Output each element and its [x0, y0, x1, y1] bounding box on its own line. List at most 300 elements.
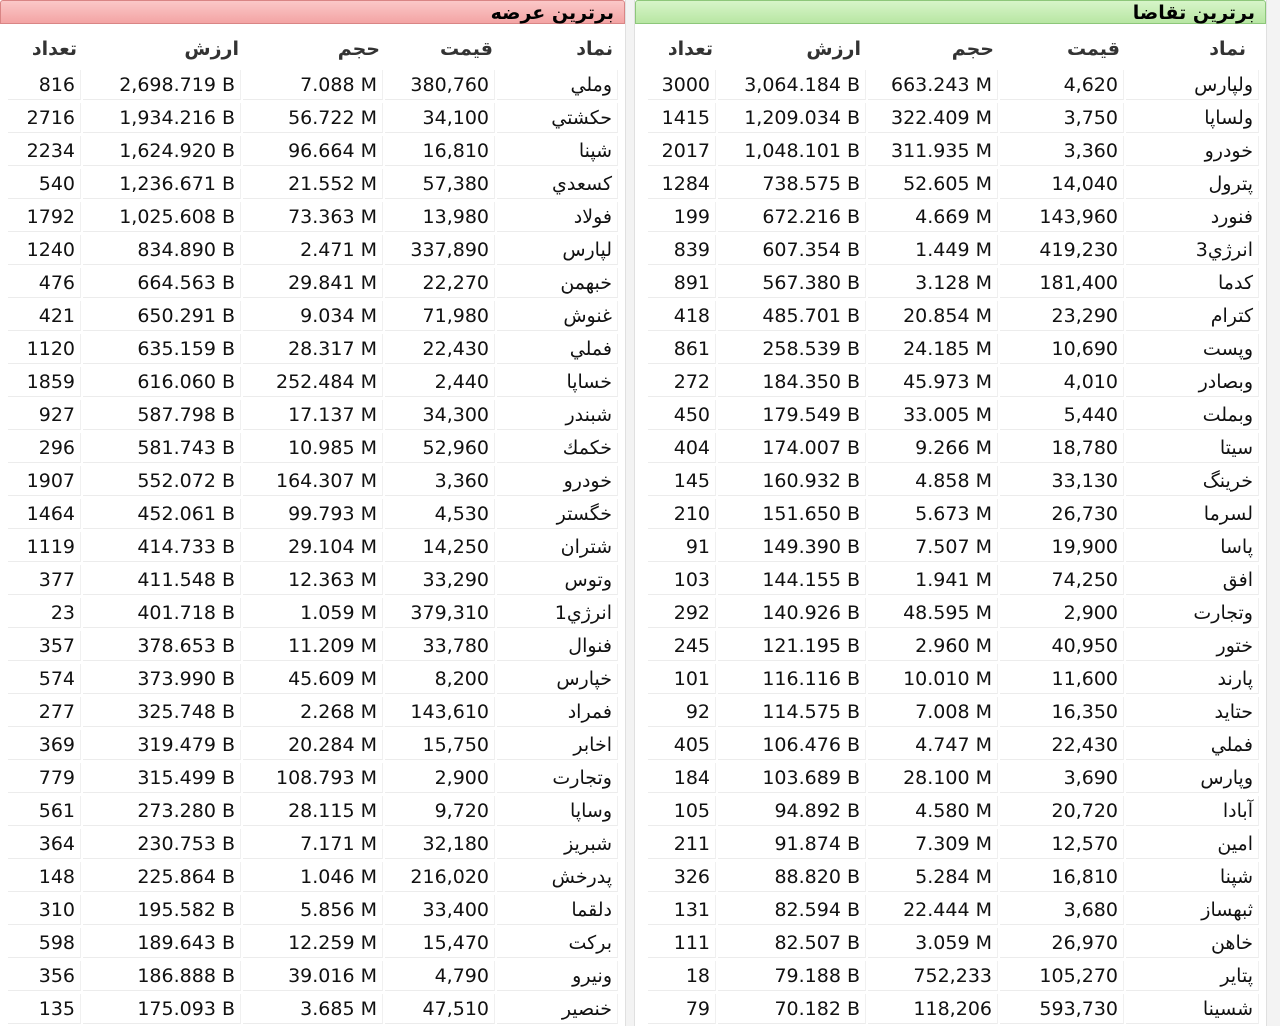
cell-value: 230.753 B: [83, 829, 241, 859]
cell-volume: 5.856 M: [243, 895, 383, 925]
cell-count: 245: [648, 631, 716, 661]
cell-value: 258.539 B: [718, 334, 866, 364]
cell-count: 421: [8, 301, 81, 331]
table-row[interactable]: [0, 860, 625, 893]
cell-value: 2,698.719 B: [83, 70, 241, 100]
cell-value: 179.549 B: [718, 400, 866, 430]
cell-value: 70.182 B: [718, 994, 866, 1024]
table-row[interactable]: [635, 926, 1266, 959]
cell-count: 2716: [8, 103, 81, 133]
table-row[interactable]: [635, 266, 1266, 299]
cell-count: 1119: [8, 532, 81, 562]
cell-count: 92: [648, 697, 716, 727]
table-row[interactable]: [635, 596, 1266, 629]
cell-value: 616.060 B: [83, 367, 241, 397]
cell-volume: 24.185 M: [868, 334, 998, 364]
table-row[interactable]: [635, 398, 1266, 431]
cell-volume: 5.284 M: [868, 862, 998, 892]
cell-volume: 45.609 M: [243, 664, 383, 694]
header-count[interactable]: تعداد: [667, 38, 713, 60]
cell-price: 380,760: [385, 70, 495, 100]
cell-symbol: خودرو: [497, 466, 618, 496]
table-row[interactable]: [635, 365, 1266, 398]
cell-symbol: ولساپا: [1126, 103, 1259, 133]
cell-volume: 2.471 M: [243, 235, 383, 265]
cell-symbol: خساپا: [497, 367, 618, 397]
cell-count: 1120: [8, 334, 81, 364]
header-price[interactable]: قیمت: [1066, 38, 1120, 60]
cell-count: 131: [648, 895, 716, 925]
cell-value: 607.354 B: [718, 235, 866, 265]
table-row[interactable]: [635, 233, 1266, 266]
top-demand-title-bar: [635, 0, 1266, 24]
cell-value: 195.582 B: [83, 895, 241, 925]
cell-price: 14,250: [385, 532, 495, 562]
cell-count: 839: [648, 235, 716, 265]
cell-count: 292: [648, 598, 716, 628]
cell-volume: 311.935 M: [868, 136, 998, 166]
cell-volume: 45.973 M: [868, 367, 998, 397]
cell-value: 82.507 B: [718, 928, 866, 958]
cell-volume: 4.747 M: [868, 730, 998, 760]
cell-value: 175.093 B: [83, 994, 241, 1024]
cell-price: 2,900: [385, 763, 495, 793]
cell-symbol: آبادا: [1126, 796, 1259, 826]
cell-price: 3,750: [1000, 103, 1124, 133]
header-price[interactable]: قیمت: [439, 38, 493, 60]
cell-count: 356: [8, 961, 81, 991]
cell-count: 364: [8, 829, 81, 859]
cell-count: 450: [648, 400, 716, 430]
cell-price: 57,380: [385, 169, 495, 199]
cell-symbol: فمراد: [497, 697, 618, 727]
cell-volume: 7.171 M: [243, 829, 383, 859]
cell-symbol: ثبهساز: [1126, 895, 1259, 925]
cell-count: 1415: [648, 103, 716, 133]
cell-value: 79.188 B: [718, 961, 866, 991]
cell-value: 1,624.920 B: [83, 136, 241, 166]
table-row[interactable]: [0, 530, 625, 563]
cell-count: 23: [8, 598, 81, 628]
table-row[interactable]: [635, 134, 1266, 167]
cell-price: 16,810: [1000, 862, 1124, 892]
table-row[interactable]: [0, 266, 625, 299]
table-row[interactable]: [0, 959, 625, 992]
table-row[interactable]: [635, 200, 1266, 233]
cell-volume: 7.507 M: [868, 532, 998, 562]
cell-volume: 33.005 M: [868, 400, 998, 430]
cell-volume: 5.673 M: [868, 499, 998, 529]
cell-symbol: خپارس: [497, 664, 618, 694]
cell-price: 143,960: [1000, 202, 1124, 232]
table-row[interactable]: [0, 365, 625, 398]
cell-value: 650.291 B: [83, 301, 241, 331]
table-row[interactable]: [0, 794, 625, 827]
cell-symbol: فملي: [1126, 730, 1259, 760]
cell-symbol: پترول: [1126, 169, 1259, 199]
header-value[interactable]: ارزش: [184, 38, 239, 60]
cell-price: 22,430: [1000, 730, 1124, 760]
header-count[interactable]: تعداد: [31, 38, 77, 60]
cell-price: 16,350: [1000, 697, 1124, 727]
cell-value: 91.874 B: [718, 829, 866, 859]
cell-volume: 29.841 M: [243, 268, 383, 298]
cell-price: 22,270: [385, 268, 495, 298]
cell-count: 111: [648, 928, 716, 958]
cell-count: 18: [648, 961, 716, 991]
table-row[interactable]: [635, 794, 1266, 827]
table-row[interactable]: [635, 167, 1266, 200]
cell-value: 184.350 B: [718, 367, 866, 397]
table-row[interactable]: [0, 134, 625, 167]
cell-value: 151.650 B: [718, 499, 866, 529]
cell-volume: 28.115 M: [243, 796, 383, 826]
cell-count: 816: [8, 70, 81, 100]
cell-count: 598: [8, 928, 81, 958]
table-row[interactable]: [0, 233, 625, 266]
cell-symbol: خاهن: [1126, 928, 1259, 958]
table-row[interactable]: [0, 629, 625, 662]
table-row[interactable]: [0, 827, 625, 860]
cell-value: 567.380 B: [718, 268, 866, 298]
cell-price: 3,690: [1000, 763, 1124, 793]
cell-value: 1,934.216 B: [83, 103, 241, 133]
table-row[interactable]: [0, 464, 625, 497]
cell-value: 635.159 B: [83, 334, 241, 364]
table-row[interactable]: [0, 662, 625, 695]
cell-price: 14,040: [1000, 169, 1124, 199]
cell-price: 52,960: [385, 433, 495, 463]
cell-value: 140.926 B: [718, 598, 866, 628]
cell-symbol: كسعدي: [497, 169, 618, 199]
cell-price: 8,200: [385, 664, 495, 694]
cell-volume: 1.449 M: [868, 235, 998, 265]
cell-value: 1,236.671 B: [83, 169, 241, 199]
cell-price: 26,970: [1000, 928, 1124, 958]
cell-price: 11,600: [1000, 664, 1124, 694]
cell-volume: 4.858 M: [868, 466, 998, 496]
cell-volume: 118,206: [868, 994, 998, 1024]
cell-price: 419,230: [1000, 235, 1124, 265]
cell-volume: 11.209 M: [243, 631, 383, 661]
cell-symbol: خنصير: [497, 994, 618, 1024]
table-row[interactable]: [635, 695, 1266, 728]
cell-volume: 29.104 M: [243, 532, 383, 562]
table-row[interactable]: [0, 167, 625, 200]
cell-value: 88.820 B: [718, 862, 866, 892]
table-row[interactable]: [635, 893, 1266, 926]
cell-price: 34,300: [385, 400, 495, 430]
cell-value: 325.748 B: [83, 697, 241, 727]
cell-count: 1907: [8, 466, 81, 496]
table-row[interactable]: [0, 728, 625, 761]
cell-count: 210: [648, 499, 716, 529]
cell-value: 452.061 B: [83, 499, 241, 529]
cell-count: 418: [648, 301, 716, 331]
cell-symbol: لپارس: [497, 235, 618, 265]
table-row[interactable]: [0, 761, 625, 794]
table-row[interactable]: [0, 596, 625, 629]
cell-price: 19,900: [1000, 532, 1124, 562]
table-row[interactable]: [0, 332, 625, 365]
cell-count: 1284: [648, 169, 716, 199]
cell-volume: 9.266 M: [868, 433, 998, 463]
cell-volume: 322.409 M: [868, 103, 998, 133]
table-row[interactable]: [635, 860, 1266, 893]
cell-symbol: بركت: [497, 928, 618, 958]
cell-value: 149.390 B: [718, 532, 866, 562]
cell-count: 310: [8, 895, 81, 925]
cell-price: 33,130: [1000, 466, 1124, 496]
table-row[interactable]: [0, 893, 625, 926]
cell-count: 2017: [648, 136, 716, 166]
cell-count: 779: [8, 763, 81, 793]
cell-symbol: شپنا: [497, 136, 618, 166]
cell-volume: 96.664 M: [243, 136, 383, 166]
cell-value: 82.594 B: [718, 895, 866, 925]
cell-volume: 164.307 M: [243, 466, 383, 496]
cell-symbol: ختور: [1126, 631, 1259, 661]
cell-symbol: وملي: [497, 70, 618, 100]
cell-volume: 252.484 M: [243, 367, 383, 397]
cell-symbol: غنوش: [497, 301, 618, 331]
cell-price: 4,530: [385, 499, 495, 529]
cell-price: 71,980: [385, 301, 495, 331]
table-row[interactable]: [635, 959, 1266, 992]
cell-count: 199: [648, 202, 716, 232]
cell-count: 135: [8, 994, 81, 1024]
cell-price: 5,440: [1000, 400, 1124, 430]
cell-count: 574: [8, 664, 81, 694]
cell-value: 1,209.034 B: [718, 103, 866, 133]
table-row[interactable]: [0, 68, 625, 101]
cell-count: 1792: [8, 202, 81, 232]
cell-value: 834.890 B: [83, 235, 241, 265]
table-row[interactable]: [0, 101, 625, 134]
cell-symbol: وساپا: [497, 796, 618, 826]
cell-symbol: وتجارت: [497, 763, 618, 793]
cell-value: 373.990 B: [83, 664, 241, 694]
table-row[interactable]: [0, 398, 625, 431]
cell-symbol: انرژي3: [1126, 235, 1259, 265]
cell-volume: 48.595 M: [868, 598, 998, 628]
table-row[interactable]: [635, 431, 1266, 464]
cell-price: 33,290: [385, 565, 495, 595]
cell-price: 143,610: [385, 697, 495, 727]
cell-symbol: شبريز: [497, 829, 618, 859]
table-row[interactable]: [0, 563, 625, 596]
cell-count: 1240: [8, 235, 81, 265]
cell-symbol: شبندر: [497, 400, 618, 430]
cell-symbol: فملي: [497, 334, 618, 364]
cell-symbol: دلقما: [497, 895, 618, 925]
cell-value: 411.548 B: [83, 565, 241, 595]
cell-value: 485.701 B: [718, 301, 866, 331]
cell-symbol: وپست: [1126, 334, 1259, 364]
cell-count: 369: [8, 730, 81, 760]
cell-count: 561: [8, 796, 81, 826]
cell-symbol: كترام: [1126, 301, 1259, 331]
top-supply-table: [0, 68, 625, 1025]
cell-symbol: وتوس: [497, 565, 618, 595]
table-row[interactable]: [635, 992, 1266, 1025]
cell-volume: 7.309 M: [868, 829, 998, 859]
cell-volume: 4.669 M: [868, 202, 998, 232]
table-row[interactable]: [635, 530, 1266, 563]
cell-price: 33,780: [385, 631, 495, 661]
cell-value: 552.072 B: [83, 466, 241, 496]
cell-count: 296: [8, 433, 81, 463]
cell-volume: 7.088 M: [243, 70, 383, 100]
cell-symbol: امين: [1126, 829, 1259, 859]
top-demand-panel: [635, 0, 1266, 1026]
cell-symbol: شپنا: [1126, 862, 1259, 892]
cell-price: 15,470: [385, 928, 495, 958]
table-row[interactable]: [635, 629, 1266, 662]
cell-symbol: پدرخش: [497, 862, 618, 892]
cell-value: 3,064.184 B: [718, 70, 866, 100]
cell-symbol: شسينا: [1126, 994, 1259, 1024]
table-row[interactable]: [0, 695, 625, 728]
table-row[interactable]: [0, 200, 625, 233]
cell-price: 4,790: [385, 961, 495, 991]
cell-symbol: وبملت: [1126, 400, 1259, 430]
cell-volume: 22.444 M: [868, 895, 998, 925]
cell-price: 4,620: [1000, 70, 1124, 100]
cell-price: 18,780: [1000, 433, 1124, 463]
cell-symbol: فنورد: [1126, 202, 1259, 232]
table-row[interactable]: [635, 101, 1266, 134]
table-row[interactable]: [0, 431, 625, 464]
cell-value: 189.643 B: [83, 928, 241, 958]
cell-value: 319.479 B: [83, 730, 241, 760]
header-volume[interactable]: حجم: [951, 38, 994, 60]
cell-symbol: خبهمن: [497, 268, 618, 298]
cell-volume: 52.605 M: [868, 169, 998, 199]
table-row[interactable]: [635, 662, 1266, 695]
cell-value: 581.743 B: [83, 433, 241, 463]
cell-count: 405: [648, 730, 716, 760]
cell-price: 216,020: [385, 862, 495, 892]
cell-price: 40,950: [1000, 631, 1124, 661]
table-row[interactable]: [635, 728, 1266, 761]
cell-price: 12,570: [1000, 829, 1124, 859]
cell-volume: 73.363 M: [243, 202, 383, 232]
header-value[interactable]: ارزش: [806, 38, 861, 60]
cell-symbol: فولاد: [497, 202, 618, 232]
cell-volume: 2.268 M: [243, 697, 383, 727]
cell-count: 101: [648, 664, 716, 694]
cell-volume: 20.284 M: [243, 730, 383, 760]
table-row[interactable]: [635, 827, 1266, 860]
cell-price: 2,440: [385, 367, 495, 397]
table-row[interactable]: [0, 992, 625, 1025]
cell-volume: 21.552 M: [243, 169, 383, 199]
table-row[interactable]: [0, 299, 625, 332]
cell-symbol: شتران: [497, 532, 618, 562]
cell-count: 1859: [8, 367, 81, 397]
cell-symbol: فنوال: [497, 631, 618, 661]
cell-volume: 663.243 M: [868, 70, 998, 100]
table-row[interactable]: [635, 464, 1266, 497]
cell-price: 15,750: [385, 730, 495, 760]
cell-count: 2234: [8, 136, 81, 166]
cell-value: 114.575 B: [718, 697, 866, 727]
cell-value: 160.932 B: [718, 466, 866, 496]
cell-symbol: كدما: [1126, 268, 1259, 298]
cell-count: 540: [8, 169, 81, 199]
header-volume[interactable]: حجم: [337, 38, 380, 60]
table-row[interactable]: [0, 497, 625, 530]
cell-price: 23,290: [1000, 301, 1124, 331]
cell-value: 273.280 B: [83, 796, 241, 826]
cell-price: 16,810: [385, 136, 495, 166]
table-row[interactable]: [635, 299, 1266, 332]
cell-volume: 3.128 M: [868, 268, 998, 298]
cell-count: 79: [648, 994, 716, 1024]
header-symbol[interactable]: نماد: [1209, 38, 1246, 60]
table-row[interactable]: [635, 332, 1266, 365]
cell-price: 181,400: [1000, 268, 1124, 298]
top-demand-header-row: [635, 32, 1266, 66]
cell-volume: 2.960 M: [868, 631, 998, 661]
cell-price: 9,720: [385, 796, 495, 826]
cell-price: 47,510: [385, 994, 495, 1024]
cell-count: 211: [648, 829, 716, 859]
cell-count: 184: [648, 763, 716, 793]
header-symbol[interactable]: نماد: [576, 38, 613, 60]
cell-value: 738.575 B: [718, 169, 866, 199]
cell-volume: 7.008 M: [868, 697, 998, 727]
table-row[interactable]: [635, 497, 1266, 530]
cell-volume: 4.580 M: [868, 796, 998, 826]
cell-volume: 1.941 M: [868, 565, 998, 595]
cell-volume: 20.854 M: [868, 301, 998, 331]
cell-symbol: اخابر: [497, 730, 618, 760]
table-row[interactable]: [635, 563, 1266, 596]
cell-count: 103: [648, 565, 716, 595]
cell-volume: 99.793 M: [243, 499, 383, 529]
cell-volume: 12.259 M: [243, 928, 383, 958]
cell-price: 20,720: [1000, 796, 1124, 826]
cell-volume: 3.685 M: [243, 994, 383, 1024]
cell-price: 22,430: [385, 334, 495, 364]
cell-count: 404: [648, 433, 716, 463]
cell-count: 377: [8, 565, 81, 595]
table-row[interactable]: [635, 761, 1266, 794]
cell-symbol: پاسا: [1126, 532, 1259, 562]
table-row[interactable]: [635, 68, 1266, 101]
cell-price: 593,730: [1000, 994, 1124, 1024]
cell-volume: 1.046 M: [243, 862, 383, 892]
cell-price: 2,900: [1000, 598, 1124, 628]
window-right-edge: [1266, 0, 1280, 1026]
cell-price: 3,360: [385, 466, 495, 496]
cell-count: 861: [648, 334, 716, 364]
cell-symbol: وبصادر: [1126, 367, 1259, 397]
cell-symbol: خرينگ: [1126, 466, 1259, 496]
top-supply-title: برترین عرضه: [490, 2, 614, 24]
cell-symbol: سيتا: [1126, 433, 1259, 463]
table-row[interactable]: [0, 926, 625, 959]
cell-value: 116.116 B: [718, 664, 866, 694]
cell-price: 337,890: [385, 235, 495, 265]
cell-volume: 752,233: [868, 961, 998, 991]
cell-price: 105,270: [1000, 961, 1124, 991]
cell-value: 144.155 B: [718, 565, 866, 595]
cell-count: 3000: [648, 70, 716, 100]
cell-value: 174.007 B: [718, 433, 866, 463]
